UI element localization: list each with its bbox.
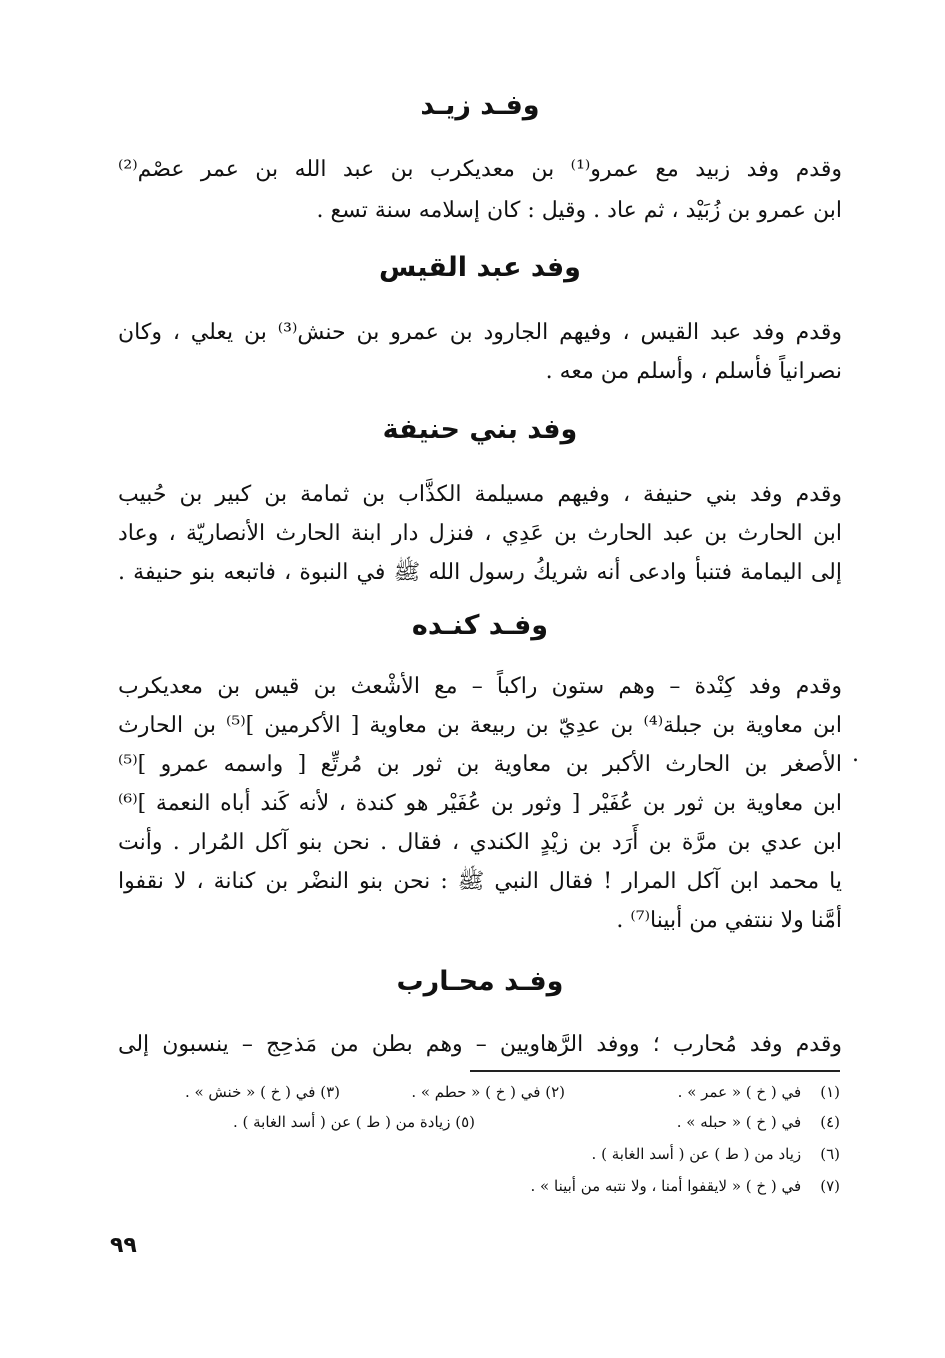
body-line: وقدم وفد زبيد مع عمرو⁽¹⁾ بن معديكرب بن عبد الله بن عمر عصْم⁽²⁾ [118,157,842,182]
footnote-2 [411,1080,565,1104]
footnote-number: (٥) [455,1113,475,1131]
body-line: الأصغر بن الحارث الأكبر بن معاوية بن ثور بن مُرتِّع [ واسمه عمرو ]⁽⁵⁾ [118,752,842,777]
section-heading-bani-hanifa: وفد بني حنيفة [382,414,578,445]
footnote-7 [531,1174,840,1198]
footnote-text: في ( خ ) « خنش » . [184,1083,316,1101]
body-line: ابن الحارث بن عبد الحارث بن عَدِي ، فنزل دار ابنة الحارث الأنصاريّة ، وعاد [118,521,842,546]
footnote-text: زياد من ( ط ) عن ( أسد الغابة ) . [591,1145,802,1163]
body-line: يا محمد ابن آكل المرار ! فقال النبي ﷺ : نحن بنو النضْر بن كنانة ، لا نقفوا [118,869,842,894]
footnote-6 [592,1142,840,1166]
body-line: ابن معاوية بن ثور بن عُفَيْر [ وثور بن عُفَيْر هو كندة ، لأنه كَند أباه النعمة ]⁽⁶⁾ [118,791,842,816]
body-line: نصرانياً فأسلم ، وأسلم من معه . [545,359,842,384]
footnote-text: في ( خ ) « حبله » . [676,1113,802,1131]
footnote-number: (٤) [820,1113,840,1131]
page-number: ٩٩ [110,1233,137,1258]
body-line: ابن معاوية بن جبلة⁽⁴⁾ بن عدِيّ بن ربيعة بن معاوية [ الأكرمين ]⁽⁵⁾ بن الحارث [118,713,842,738]
footnote-1 [678,1080,840,1104]
footnote-number: (٧) [820,1177,840,1195]
footnote-text: في ( خ ) « لايقفوا أمنا ، ولا نتبه من أبينا » . [530,1177,802,1195]
section-heading-kinda: وفـد كنـده [411,610,549,641]
body-line: ابن عمرو بن زُبَيْد ، ثم عاد . وقيل : كان إسلامه سنة تسع . [316,198,842,223]
margin-mark: . [852,742,859,767]
section-heading-abd-al-qais: وفد عبد القيس [379,252,581,283]
footnote-5 [233,1110,475,1134]
section-heading-muharib: وفـد محـارب [396,966,564,997]
section-heading-zubaid: وفـد زيـد [420,90,540,121]
footnote-4 [677,1110,840,1134]
footnote-text: في ( خ ) « حطم » . [411,1083,541,1101]
body-line: ابن عدي بن مرَّة بن أَرَد بن زيْدٍ الكندي ، فقال . نحن بنو آكل المُرار . وأنت [118,830,842,855]
body-line: إلى اليمامة فتنبأ وادعى أنه شريكُ رسول الله ﷺ في النبوة ، فاتبعه بنو حنيفة . [118,560,842,585]
footnote-number: (٦) [820,1145,840,1163]
footnote-number: (٢) [545,1083,565,1101]
body-line: وقدم وفد مُحارب ؛ ووفد الرَّهاويين – وهم بطن من مَذحِج – ينسبون إلى [118,1032,842,1057]
footnote-text: في ( خ ) « عمر » . [677,1083,802,1101]
body-line: وقدم وفد بني حنيفة ، وفيهم مسيلمة الكذَّاب بن ثمامة بن كبير بن حُبيب [118,482,842,507]
footnote-divider [470,1070,840,1072]
body-line: وقدم وفد كِنْدة – وهم ستون راكباً – مع الأشْعث بن قيس بن معديكرب [118,674,842,699]
body-line: أمَّنا ولا ننتفي من أبينا⁽⁷⁾ . [616,908,842,933]
footnote-text: زيادة من ( ط ) عن ( أسد الغابة ) . [232,1113,451,1131]
footnote-3 [185,1080,340,1104]
footnote-number: (٣) [320,1083,340,1101]
footnote-number: (١) [820,1083,840,1101]
body-line: وقدم وفد عبد القيس ، وفيهم الجارود بن عمرو بن حنش⁽³⁾ بن يعلي ، وكان [118,320,842,345]
